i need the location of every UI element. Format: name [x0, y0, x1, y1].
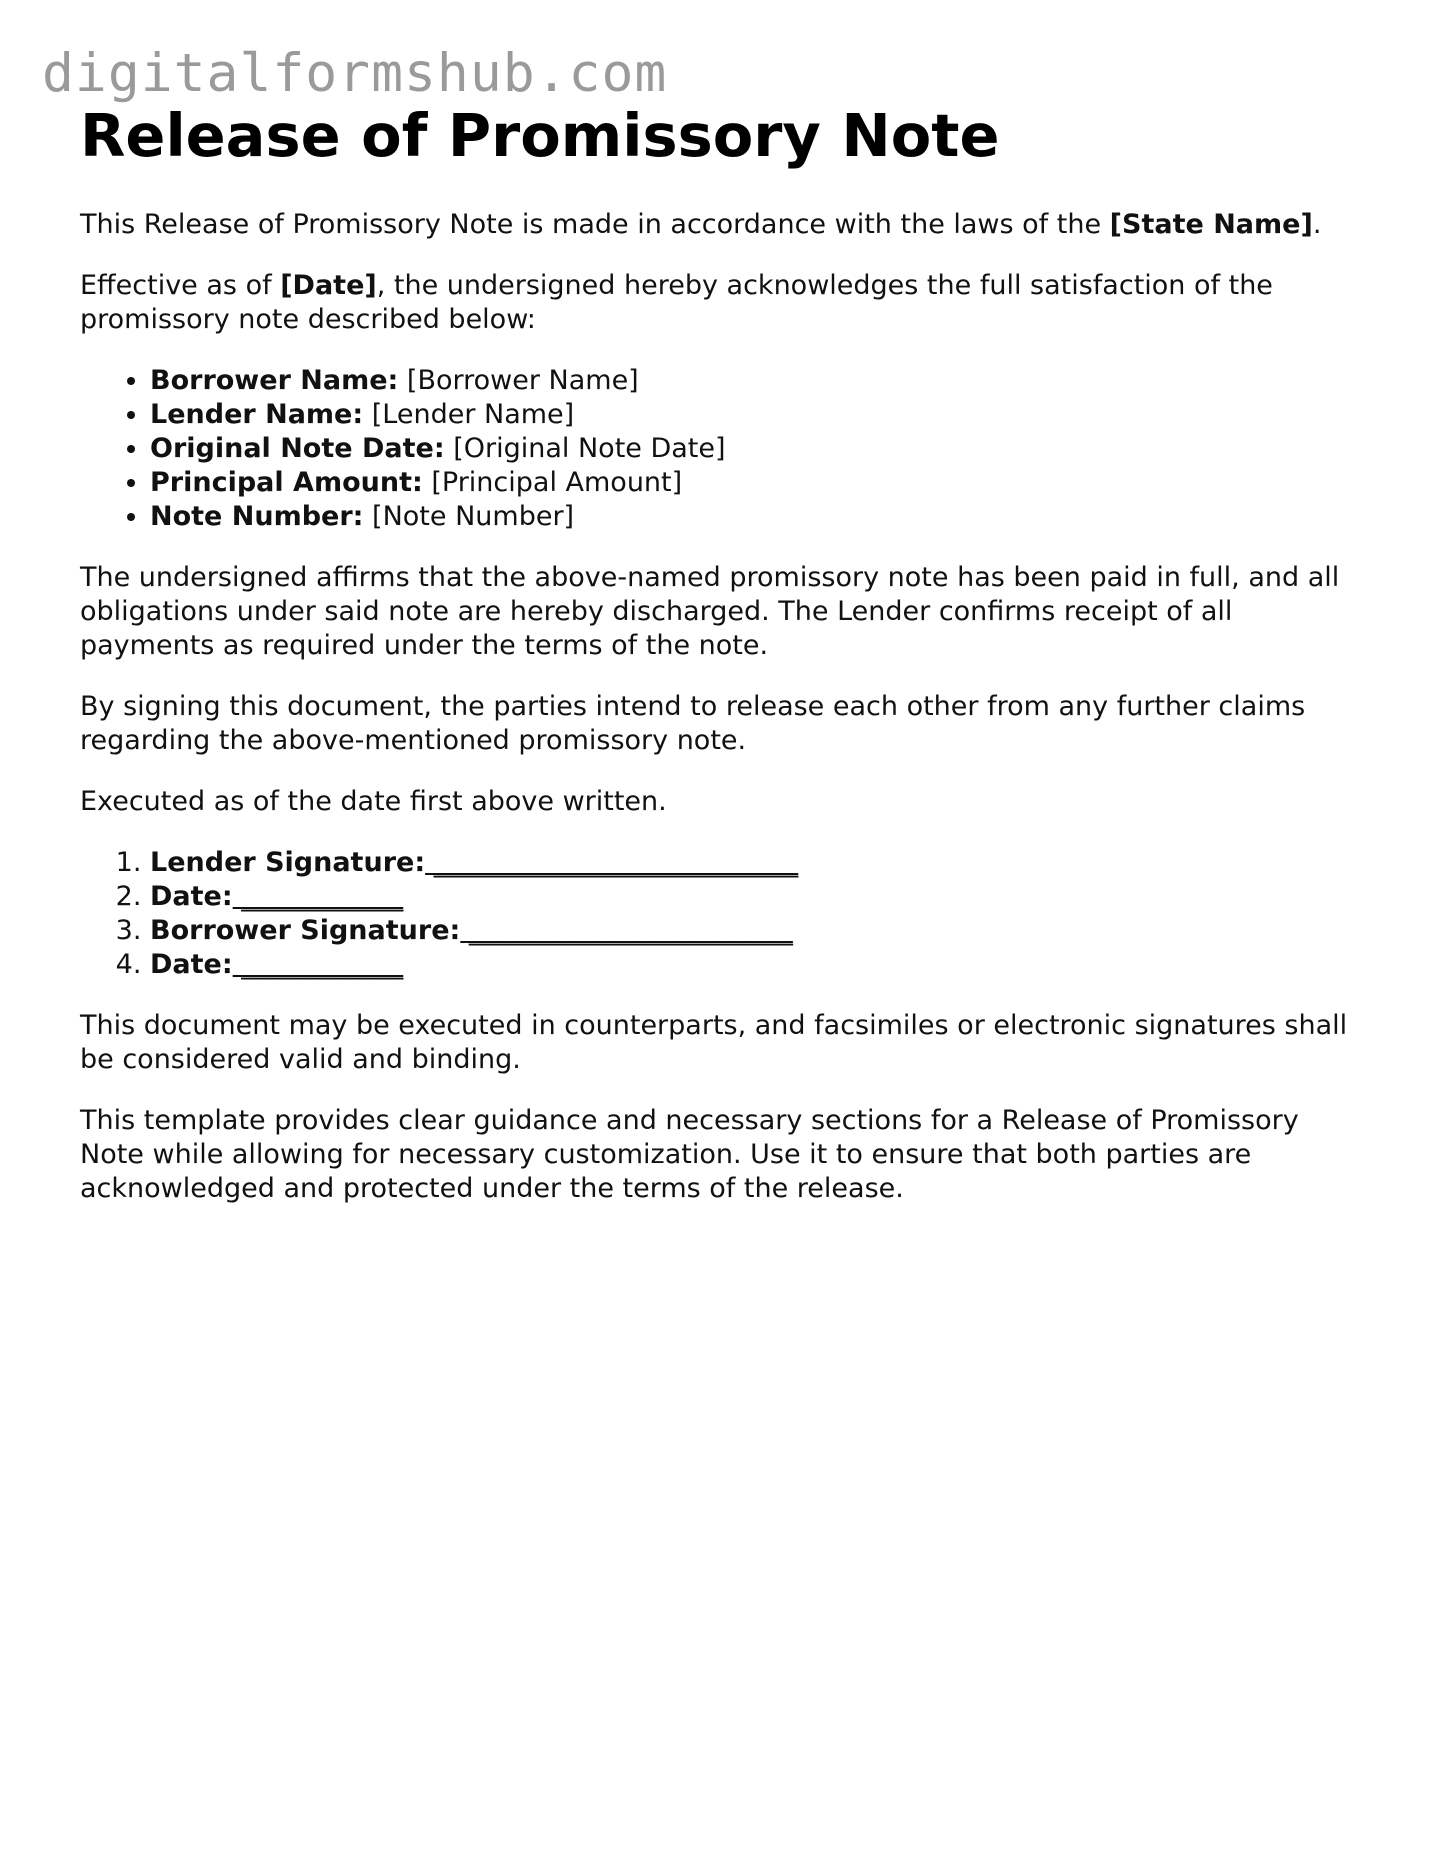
- detail-value: [Lender Name]: [363, 399, 575, 430]
- effective-date-paragraph: [80, 269, 1370, 337]
- watermark: digitalformshub.com: [42, 43, 668, 104]
- detail-label: Original Note Date:: [150, 433, 445, 464]
- signature-item-lender: [150, 846, 1370, 880]
- signature-blank: ________________________: [460, 915, 793, 946]
- detail-label: Borrower Name:: [150, 365, 399, 396]
- signature-item-borrower: [150, 914, 1370, 948]
- detail-item-original-note-date: [150, 432, 1370, 466]
- affirmation-paragraph: The undersigned affirms that the above-named promissory note has been paid in full, and all obligations under said note are hereby discharged. The Lender confirms receipt of all payments as required under the terms of the note.: [80, 562, 1340, 661]
- detail-item-lender-name: [150, 398, 1370, 432]
- detail-label: Principal Amount:: [150, 467, 423, 498]
- governing-law-suffix: .: [1312, 209, 1322, 240]
- signature-list: [80, 846, 1370, 982]
- detail-value: [Principal Amount]: [422, 467, 683, 498]
- note-details-list: [80, 364, 1370, 534]
- detail-label: Lender Name:: [150, 399, 364, 430]
- signature-label: Date:: [150, 949, 233, 980]
- effective-suffix: , the undersigned hereby acknowledges the full satisfaction of the promissory note described below:: [80, 270, 1273, 335]
- template-note-paragraph: This template provides clear guidance and necessary sections for a Release of Promissory Note while allowing for necessary customization. Use it to ensure that both parties are acknowledged and protected under the terms of the release.: [80, 1105, 1299, 1204]
- release-paragraph: By signing this document, the parties intend to release each other from any further claims regarding the above-mentioned promissory note.: [80, 691, 1306, 756]
- detail-value: [Note Number]: [363, 501, 575, 532]
- signature-blank: ____________: [232, 881, 404, 912]
- effective-prefix: Effective as of: [80, 270, 281, 301]
- signature-label: Lender Signature:: [150, 847, 426, 878]
- detail-item-borrower-name: [150, 364, 1370, 398]
- governing-law-text: This Release of Promissory Note is made in accordance with the laws of the: [80, 209, 1110, 240]
- signature-item-lender-date: [150, 880, 1370, 914]
- effective-date-placeholder: [Date]: [280, 270, 377, 301]
- signature-item-borrower-date: [150, 948, 1370, 982]
- signature-blank: ___________________________: [425, 847, 799, 878]
- detail-value: [Borrower Name]: [398, 365, 639, 396]
- detail-item-principal-amount: [150, 466, 1370, 500]
- document-title: Release of Promissory Note: [80, 101, 1000, 170]
- document-body: [80, 100, 1370, 1206]
- signature-label: Borrower Signature:: [150, 915, 461, 946]
- signature-label: Date:: [150, 881, 233, 912]
- signature-blank: ____________: [232, 949, 404, 980]
- counterparts-paragraph: This document may be executed in counterparts, and facsimiles or electronic signatures shall be considered valid and binding.: [80, 1010, 1348, 1075]
- executed-paragraph: Executed as of the date first above written.: [80, 786, 667, 817]
- detail-value: [Original Note Date]: [444, 433, 726, 464]
- detail-label: Note Number:: [150, 501, 364, 532]
- governing-law-paragraph: [80, 208, 1370, 242]
- state-name-placeholder: [State Name]: [1109, 209, 1313, 240]
- detail-item-note-number: [150, 500, 1370, 534]
